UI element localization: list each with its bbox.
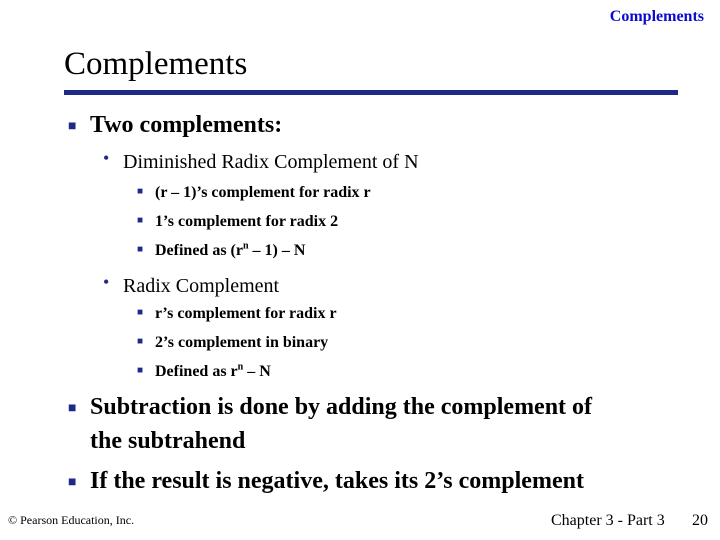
bullet-square-icon: ■ bbox=[68, 401, 77, 416]
bullet-square-icon: ■ bbox=[68, 119, 77, 134]
formula-text: – 1) – N bbox=[248, 242, 306, 259]
bullet-1s-complement: 1’s complement for radix 2 bbox=[155, 213, 339, 230]
bullet-rs-complement: r’s complement for radix r bbox=[155, 305, 337, 322]
bullet-dot-icon: • bbox=[103, 148, 110, 168]
title-underline bbox=[64, 90, 678, 95]
bullet-square-icon: ■ bbox=[137, 336, 144, 347]
formula-exponent: n bbox=[242, 240, 249, 252]
bullet-square-icon: ■ bbox=[137, 186, 144, 197]
footer-page-number: 20 bbox=[692, 512, 708, 529]
bullet-square-icon: ■ bbox=[137, 215, 144, 226]
footer-copyright: © Pearson Education, Inc. bbox=[8, 513, 135, 527]
header-label: Complements bbox=[609, 8, 704, 25]
footer-chapter: Chapter 3 - Part 3 bbox=[551, 512, 665, 529]
bullet-subtraction-line2: the subtrahend bbox=[90, 428, 246, 454]
bullet-square-icon: ■ bbox=[68, 475, 77, 490]
bullet-subtraction-line1: Subtraction is done by adding the complement of bbox=[90, 394, 593, 420]
bullet-square-icon: ■ bbox=[137, 244, 144, 255]
formula-exponent: n bbox=[237, 361, 244, 373]
formula-text: Defined as (r bbox=[155, 242, 243, 259]
bullet-r-minus-1-complement: (r – 1)’s complement for radix r bbox=[155, 184, 371, 201]
slide-title: Complements bbox=[64, 46, 248, 82]
bullet-dot-icon: • bbox=[103, 272, 110, 292]
bullet-defined-as-radix bbox=[155, 362, 271, 382]
bullet-defined-as-diminished bbox=[155, 241, 305, 261]
bullet-negative-result: If the result is negative, takes its 2’s complement bbox=[90, 468, 584, 494]
bullet-two-complements: Two complements: bbox=[90, 112, 283, 138]
formula-text: Defined as r bbox=[155, 363, 238, 380]
bullet-square-icon: ■ bbox=[137, 307, 144, 318]
bullet-diminished-radix: Diminished Radix Complement of N bbox=[123, 151, 419, 173]
formula-text: – N bbox=[243, 363, 271, 380]
bullet-square-icon: ■ bbox=[137, 365, 144, 376]
bullet-2s-complement: 2’s complement in binary bbox=[155, 334, 329, 351]
bullet-radix-complement: Radix Complement bbox=[123, 275, 280, 297]
